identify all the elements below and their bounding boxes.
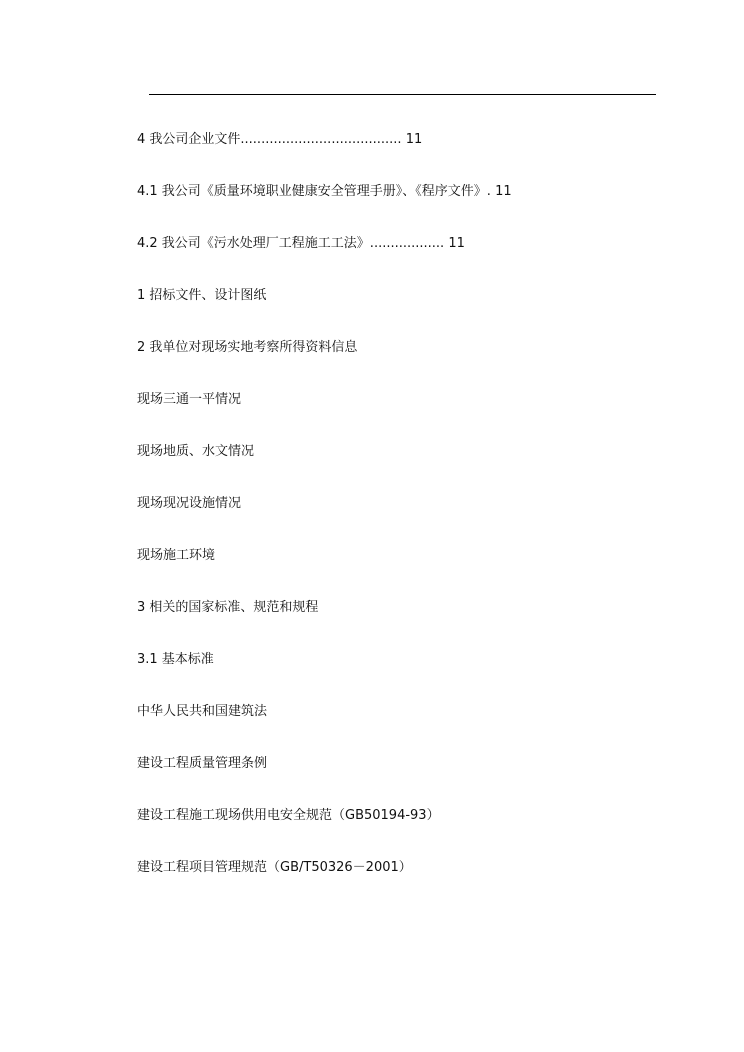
toc-entry-4-1: 4.1 我公司《质量环境职业健康安全管理手册》、《程序文件》. 11 xyxy=(137,184,512,199)
body-line: 建设工程项目管理规范（GB/T50326－2001） xyxy=(137,860,412,875)
toc-entry-4: 4 我公司企业文件....................................... 11 xyxy=(137,132,423,147)
section-heading-3-1: 3.1 基本标准 xyxy=(137,652,214,667)
section-heading-2: 2 我单位对现场实地考察所得资料信息 xyxy=(137,340,358,355)
body-line: 建设工程质量管理条例 xyxy=(137,756,268,771)
body-line: 现场现况设施情况 xyxy=(137,496,242,511)
toc-entry-4-2: 4.2 我公司《污水处理厂工程施工工法》.................. 11 xyxy=(137,236,465,251)
document-body xyxy=(137,130,677,910)
body-line: 现场三通一平情况 xyxy=(137,392,242,407)
body-line: 现场地质、水文情况 xyxy=(137,444,255,459)
body-line: 中华人民共和国建筑法 xyxy=(137,704,268,719)
header-rule xyxy=(149,94,656,95)
section-heading-1: 1 招标文件、设计图纸 xyxy=(137,288,267,303)
body-line: 建设工程施工现场供用电安全规范（GB50194-93） xyxy=(137,808,440,823)
section-heading-3: 3 相关的国家标准、规范和规程 xyxy=(137,600,319,615)
body-line: 现场施工环境 xyxy=(137,548,216,563)
